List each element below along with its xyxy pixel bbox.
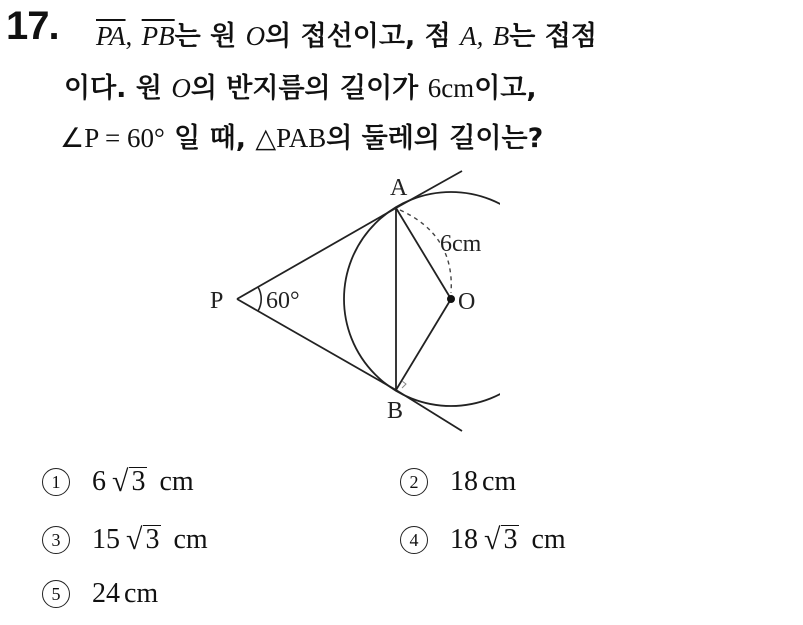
tangent-pa (237, 208, 396, 299)
choice-number: 3 (42, 526, 70, 554)
question-text: 일 때, (174, 123, 246, 154)
segment-pa: $\overline{PA}$ (96, 21, 126, 51)
label-p: P (210, 288, 224, 314)
question-text: 의 둘레의 길이는? (326, 123, 544, 154)
question-text: 의 반지름의 길이가 (190, 73, 419, 104)
question-line-3 (60, 116, 543, 155)
segment-pb: $\overline{PB}$ (141, 21, 175, 51)
choice-2[interactable] (400, 466, 516, 498)
choice-value: 6 (92, 466, 106, 497)
tangent-circle-diagram (200, 165, 500, 440)
choice-value: 18 (450, 466, 478, 497)
label-o: O (458, 289, 476, 315)
tangent-pb (237, 299, 396, 390)
choice-value: 24 (92, 578, 120, 609)
sqrt-icon: √ 3 (126, 523, 160, 556)
question-text: 의 접선이고, 점 (265, 21, 451, 52)
angle-label: 60° (266, 288, 300, 314)
choice-number: 2 (400, 468, 428, 496)
question-text: 는 원 (174, 21, 237, 52)
point-a: A, (460, 21, 484, 51)
center-o-dot (447, 295, 455, 303)
point-b: B (492, 21, 510, 51)
question-text: 는 접점 (509, 21, 597, 52)
choice-3[interactable] (42, 524, 208, 556)
choice-5[interactable] (42, 578, 158, 610)
radius-label: 6cm (440, 231, 482, 257)
choice-unit: cm (159, 466, 194, 497)
choice-unit: cm (124, 578, 159, 609)
right-angle-mark (402, 381, 406, 388)
label-a: A (390, 175, 408, 201)
question-text: 이다. 원 (64, 73, 162, 104)
choice-value: 18 (450, 524, 478, 555)
choice-unit: cm (531, 524, 566, 555)
point-o: O (171, 73, 191, 103)
problem-number: 17. (6, 4, 59, 48)
radius-ob (396, 299, 451, 390)
question-line-1 (96, 14, 597, 53)
choice-4[interactable] (400, 524, 566, 556)
sqrt-icon: √ 3 (484, 523, 518, 556)
comma: , (125, 21, 133, 51)
choice-unit: cm (482, 466, 517, 497)
question-text: 이고, (474, 73, 537, 104)
sqrt-icon: √ 3 (112, 465, 146, 498)
choice-number: 4 (400, 526, 428, 554)
choice-value: 15 (92, 524, 120, 555)
angle-condition: ∠P = 60° (60, 123, 165, 153)
question-line-2 (64, 66, 537, 105)
choice-number: 5 (42, 580, 70, 608)
choice-1[interactable] (42, 466, 194, 498)
label-b: B (387, 398, 404, 424)
angle-arc (258, 287, 261, 311)
triangle-pab: △PAB (255, 123, 327, 153)
radius-value: 6cm (427, 73, 475, 103)
choice-unit: cm (173, 524, 208, 555)
point-o: O (245, 21, 266, 51)
choice-number: 1 (42, 468, 70, 496)
tangent-pb-extension (396, 390, 462, 431)
geometry-figure (200, 165, 500, 444)
